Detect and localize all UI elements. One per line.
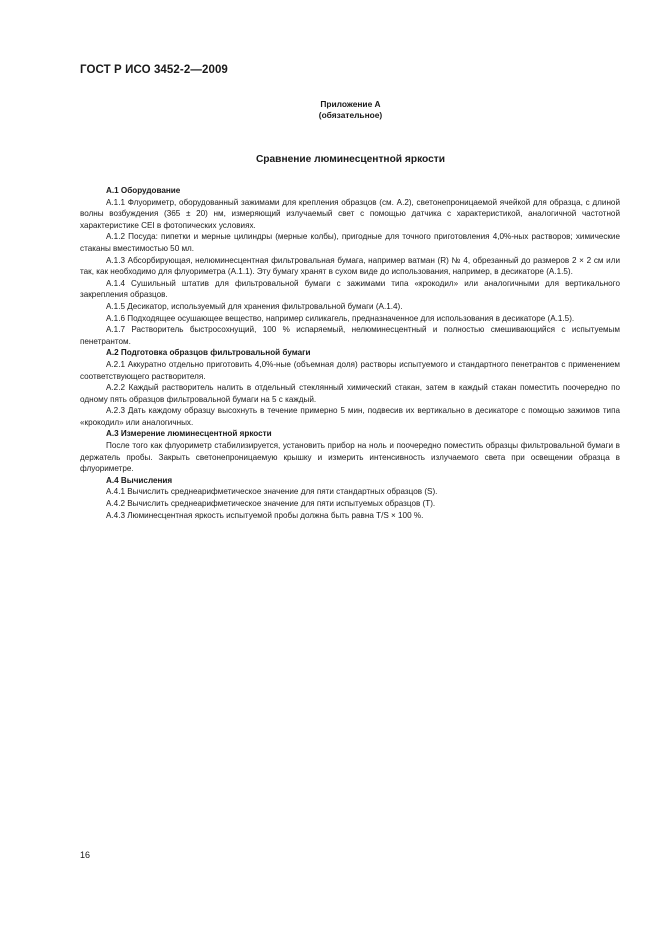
page-number: 16 [80, 850, 91, 860]
paragraph-a4-2: А.4.2 Вычислить среднеарифметическое значение для пяти испытуемых образцов (Т). [106, 499, 436, 509]
annex-status: (обязательное) [318, 110, 383, 120]
standard-header: ГОСТ Р ИСО 3452-2—2009 [80, 64, 228, 76]
paragraph-a1-2: А.1.2 Посуда: пипетки и мерные цилиндры (мерные колбы), пригодные для точного приготовления 4,0%-ных растворов; химические стаканы вместимостью 50 мл. [80, 232, 620, 253]
section-heading-a4: А.4 Вычисления [106, 475, 173, 485]
paragraph-a3-1: После того как флуориметр стабилизируется, установить прибор на ноль и поочередно поместить образцы фильтровальной бумаги в держатель пробы. Закрыть светонепроницаемую крышку и измерить интенсивность излучаемого света при освещении образца в флуориметре. [80, 441, 620, 474]
paragraph-a2-1: А.2.1 Аккуратно отдельно приготовить 4,0%-ные (объемная доля) растворы испытуемого и стандартного пенетрантов с применением соответствующего растворителя. [80, 359, 620, 381]
document-body [80, 185, 620, 521]
paragraph-a4-1: А.4.1 Вычислить среднеарифметическое значение для пяти стандартных образцов (S). [106, 487, 438, 497]
paragraph-a2-3: А.2.3 Дать каждому образцу высохнуть в течение примерно 5 мин, подвесив их вертикально в десикаторе с помощью зажимов типа «крокодил» или аналогичных. [80, 406, 620, 427]
section-heading-a1: А.1 Оборудование [106, 186, 181, 195]
paragraph-a4-3: А.4.3 Люминесцентная яркость испытуемой пробы должна быть равна T/S × 100 %. [106, 510, 424, 520]
paragraph-a1-1: А.1.1 Флуориметр, оборудованный зажимами для крепления образцов (см. А.2), светонепроницаемой ячейкой для образца, с длиной волны возбуждения (365 ± 20) нм, измеряющий излучаемый свет с помощью датчика с характеристикой, аналогичной частотной характеристике CEI в фотопических условиях. [80, 197, 620, 230]
annex-block [80, 99, 621, 121]
paragraph-a1-6: А.1.6 Подходящее осушающее вещество, например силикагель, предназначенное для использования в десикаторе (А.1.5). [106, 313, 575, 323]
section-heading-a3: А.3 Измерение люминесцентной яркости [106, 429, 272, 439]
paragraph-a1-4: А.1.4 Сушильный штатив для фильтровальной бумаги с зажимами типа «крокодил» или аналогичными для вертикального закрепления образцов. [80, 278, 620, 300]
paragraph-a1-7: А.1.7 Растворитель быстросохнущий, 100 % испаряемый, нелюминесцентный и полностью смешивающийся с испытуемым пенетрантом. [80, 325, 620, 346]
annex-title: Приложение А [320, 99, 381, 109]
paragraph-a1-5: А.1.5 Десикатор, используемый для хранения фильтровальной бумаги (А.1.4). [106, 301, 403, 311]
paragraph-a2-2: А.2.2 Каждый растворитель налить в отдельный стеклянный химический стакан, затем в каждый стакан поместить поочередно по одному пять образцов фильтровальной бумаги на 5 с каждый. [80, 383, 620, 404]
paragraph-a1-3: А.1.3 Абсорбирующая, нелюминесцентная фильтровальная бумага, например ватман (R) № 4, обрезанный до размеров 2 × 2 см или так, как необходимо для флуориметра (А.1.1). Эту бумагу хранят в сухом виде до использования, например, в десикаторе (А.1.5). [80, 255, 620, 277]
document-title: Сравнение люминесцентной яркости [255, 154, 446, 165]
section-heading-a2: А.2 Подготовка образцов фильтровальной бумаги [106, 348, 311, 358]
